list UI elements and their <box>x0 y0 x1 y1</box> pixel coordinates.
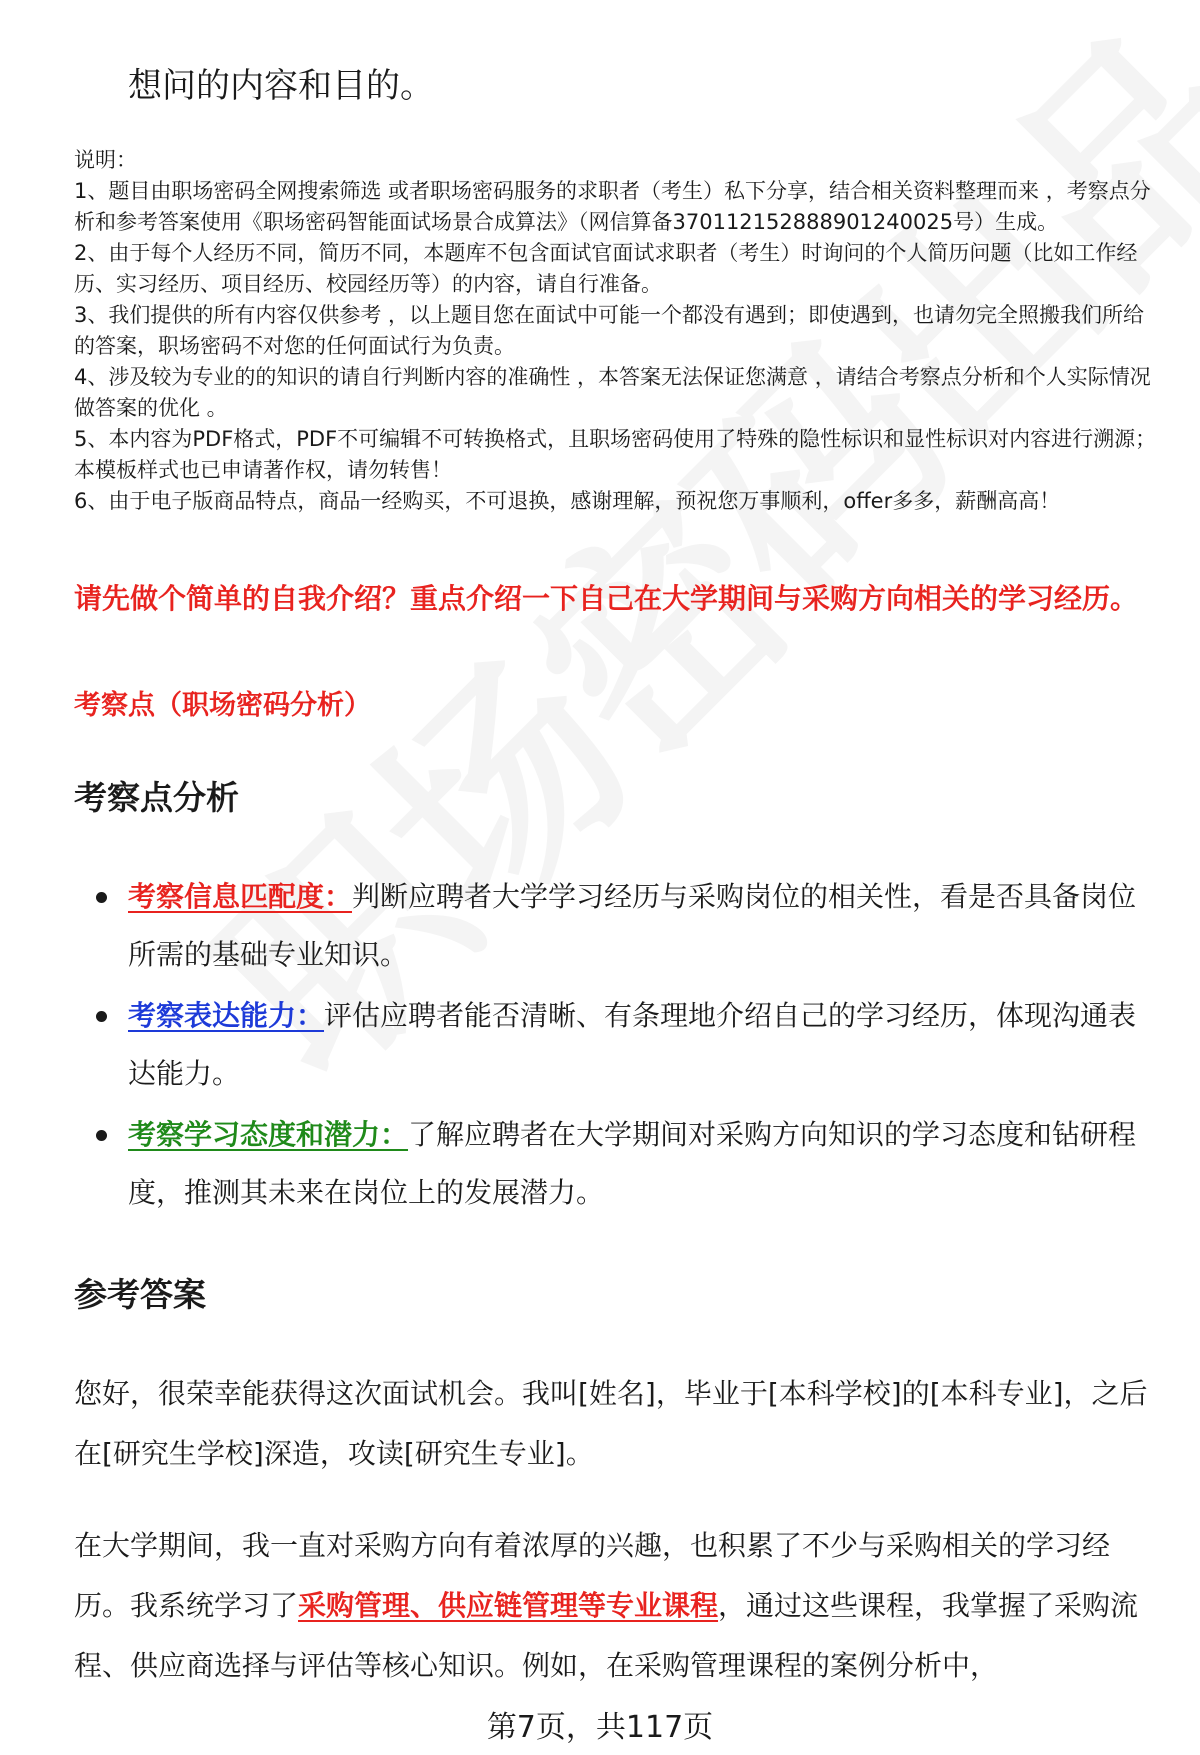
note-item-2: 2、由于每个人经历不同，简历不同，本题库不包含面试官面试求职者（考生）时询问的个人简历问题（比如工作经历、实习经历、项目经历、校园经历等）的内容，请自行准备。 <box>74 241 1138 296</box>
note-item-1: 1、题目由职场密码全网搜索筛选 或者职场密码服务的求职者（考生）私下分享，结合相关资料整理而来 ，考察点分析和参考答案使用《职场密码智能面试场景合成算法》（网信算备370112152888901240025号）生成。 <box>74 179 1151 234</box>
bullet-text: 判断应聘者大学学习经历与采购岗位的相关性，看是否具备岗位所需的基础专业知识。 <box>128 880 1137 971</box>
note-item-3: 3、我们提供的所有内容仅供参考 ，以上题目您在面试中可能一个都没有遇到；即使遇到，也请勿完全照搬我们所给的答案，职场密码不对您的任何面试行为负责。 <box>74 303 1145 358</box>
analysis-bullet <box>128 1106 1160 1222</box>
answer-paragraph-2 <box>74 1516 1158 1696</box>
kcd-heading: 考察点（职场密码分析） <box>74 690 371 721</box>
analysis-bullet <box>128 868 1160 984</box>
bullet-title: 考察学习态度和潜力： <box>128 1118 409 1151</box>
bullet-title: 考察表达能力： <box>128 999 325 1032</box>
analysis-bullet-list <box>128 868 1160 1225</box>
answer-paragraph-1: 您好，很荣幸能获得这次面试机会。我叫[姓名]，毕业于[本科学校]的[本科专业]，之后在[研究生学校]深造，攻读[研究生专业]。 <box>74 1377 1148 1470</box>
intro-line: 想问的内容和目的。 <box>128 66 434 106</box>
answer-body <box>74 1364 1158 1728</box>
bullet-text: 评估应聘者能否清晰、有条理地介绍自己的学习经历，体现沟通表达能力。 <box>128 999 1137 1090</box>
notes-section <box>74 145 1158 517</box>
analysis-heading: 考察点分析 <box>74 778 239 817</box>
answer-text: 在大学期间，我一直对采购方向有着浓厚的兴趣，也积累了不少与采购相关的学习经历。我系统学习了 <box>74 1529 1111 1622</box>
note-item-6: 6、由于电子版商品特点，商品一经购买，不可退换，感谢理解，预祝您万事顺利，offer多多，薪酬高高！ <box>74 489 1061 513</box>
notes-label: 说明： <box>74 148 137 172</box>
page-number: 第7页，共117页 <box>486 1710 714 1745</box>
answer-highlight: 采购管理、供应链管理等专业课程 <box>298 1589 719 1622</box>
bullet-dot-icon <box>96 1011 107 1022</box>
note-item-5: 5、本内容为PDF格式，PDF不可编辑不可转换格式，且职场密码使用了特殊的隐性标识和显性标识对内容进行溯源；本模板样式也已申请著作权，请勿转售！ <box>74 427 1157 482</box>
answer-text: ，通过这些课程，我掌握了采购流程、供应商选择与评估等核心知识。例如，在采购管理课程的案例分析中， <box>74 1589 1139 1682</box>
note-item-4: 4、涉及较为专业的的知识的请自行判断内容的准确性 ，本答案无法保证您满意 ，请结合考察点分析和个人实际情况做答案的优化 。 <box>74 365 1151 420</box>
analysis-bullet <box>128 987 1160 1103</box>
bullet-text: 了解应聘者在大学期间对采购方向知识的学习态度和钻研程度，推测其未来在岗位上的发展潜力。 <box>128 1118 1137 1209</box>
bullet-title: 考察信息匹配度： <box>128 880 353 913</box>
answer-heading: 参考答案 <box>74 1275 206 1314</box>
interview-question: 请先做个简单的自我介绍？重点介绍一下自己在大学期间与采购方向相关的学习经历。 <box>74 582 1139 615</box>
bullet-dot-icon <box>96 1130 107 1141</box>
bullet-dot-icon <box>96 892 107 903</box>
